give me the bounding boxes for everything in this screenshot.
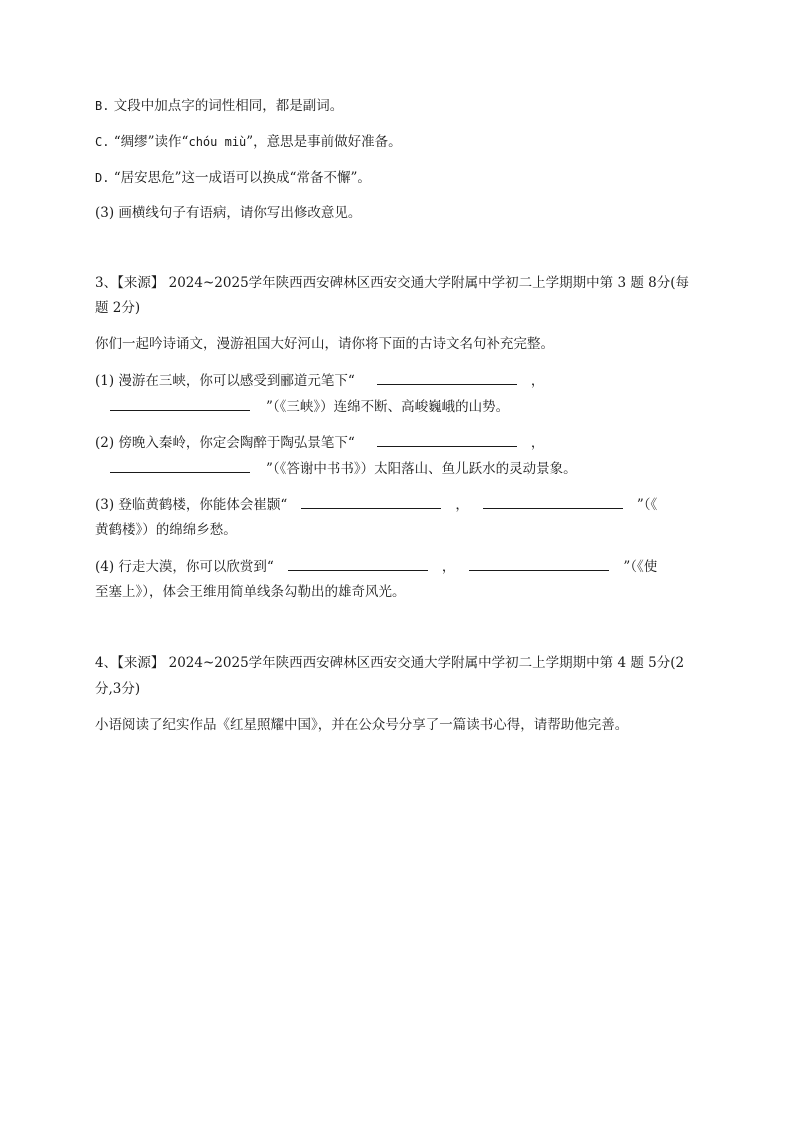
answer-blank-1a[interactable] [377,370,517,385]
question-4-intro: 小语阅读了纪实作品《红星照耀中国》，并在公众号分享了一篇读书心得，请帮助他完善。 [95,717,629,733]
answer-blank-3a[interactable] [301,494,441,509]
item-4-end: ”（《使 [623,559,658,575]
item-2-text-a: (2) 傍晚入秦岭，你定会陶醉于陶弘景笔下“ [95,435,355,451]
answer-blank-4b[interactable] [469,556,609,571]
option-b [95,96,705,116]
item-4-comma: ， [441,559,456,575]
question-4-header-line2: 分,3分) [95,681,141,697]
answer-blank-2a[interactable] [377,432,517,447]
sub-question-3: (3) 画横线句子有语病，请你写出修改意见。 [95,205,362,221]
item-2-comma: ， [530,435,545,451]
option-d-letter: D. [95,171,110,185]
option-c-pinyin: chóu miù [188,135,247,149]
question-3-item-2-line2 [110,458,720,479]
item-3-comma: ， [455,497,469,513]
question-4-header-line1: 4、【来源】 2024~2025学年陕西西安碑林区西安交通大学附属中学初二上学期期中第 4 题 5分(2 [95,655,685,671]
option-c [95,132,705,152]
question-3-header-line1: 3、【来源】 2024~2025学年陕西西安碑林区西安交通大学附属中学初二上学期期中第 3 题 8分(每 [95,275,689,291]
answer-blank-1b[interactable] [110,396,250,411]
item-1-text-a: (1) 漫游在三峡，你可以感受到郦道元笔下“ [95,373,355,389]
option-b-text: 文段中加点字的词性相同，都是副词。 [113,98,344,114]
answer-blank-4a[interactable] [288,556,428,571]
option-d [95,168,705,188]
question-3-item-3-line1 [95,494,705,515]
question-3-item-2-line1 [95,432,705,453]
item-1-comma: ， [530,373,545,389]
option-b-letter: B. [95,99,110,113]
option-c-text-2: ”，意思是事前做好准备。 [246,134,402,150]
question-3-item-4-line1 [95,556,705,577]
question-3-header-line2: 题 2分) [95,300,141,316]
option-d-text: “居安思危”这一成语可以换成“常备不懈”。 [113,170,371,186]
item-4-text-a: (4) 行走大漠，你可以欣赏到“ [95,559,274,575]
item-3-text-a: (3) 登临黄鹤楼，你能体会崔颢“ [95,497,288,513]
item-3-end: ”（《 [636,497,658,513]
question-3-item-3-line2: 黄鹤楼》）的绵绵乡愁。 [95,522,237,538]
option-c-text-1: “绸缪”读作“ [113,134,189,150]
question-3-item-1-line2 [110,396,720,417]
item-1-text-b: ”（《三峡》）连绵不断、高峻巍峨的山势。 [266,399,510,415]
answer-blank-3b[interactable] [483,494,623,509]
item-2-text-b: ”（《答谢中书书》）太阳落山、鱼儿跃水的灵动景象。 [266,461,577,477]
answer-blank-2b[interactable] [110,458,250,473]
option-c-letter: C. [95,135,110,149]
question-3-item-4-line2: 至塞上》），体会王维用简单线条勾勒出的雄奇风光。 [95,584,406,600]
question-3-item-1-line1 [95,370,705,391]
question-3-intro: 你们一起吟诗诵文，漫游祖国大好河山，请你将下面的古诗文名句补充完整。 [95,336,554,352]
